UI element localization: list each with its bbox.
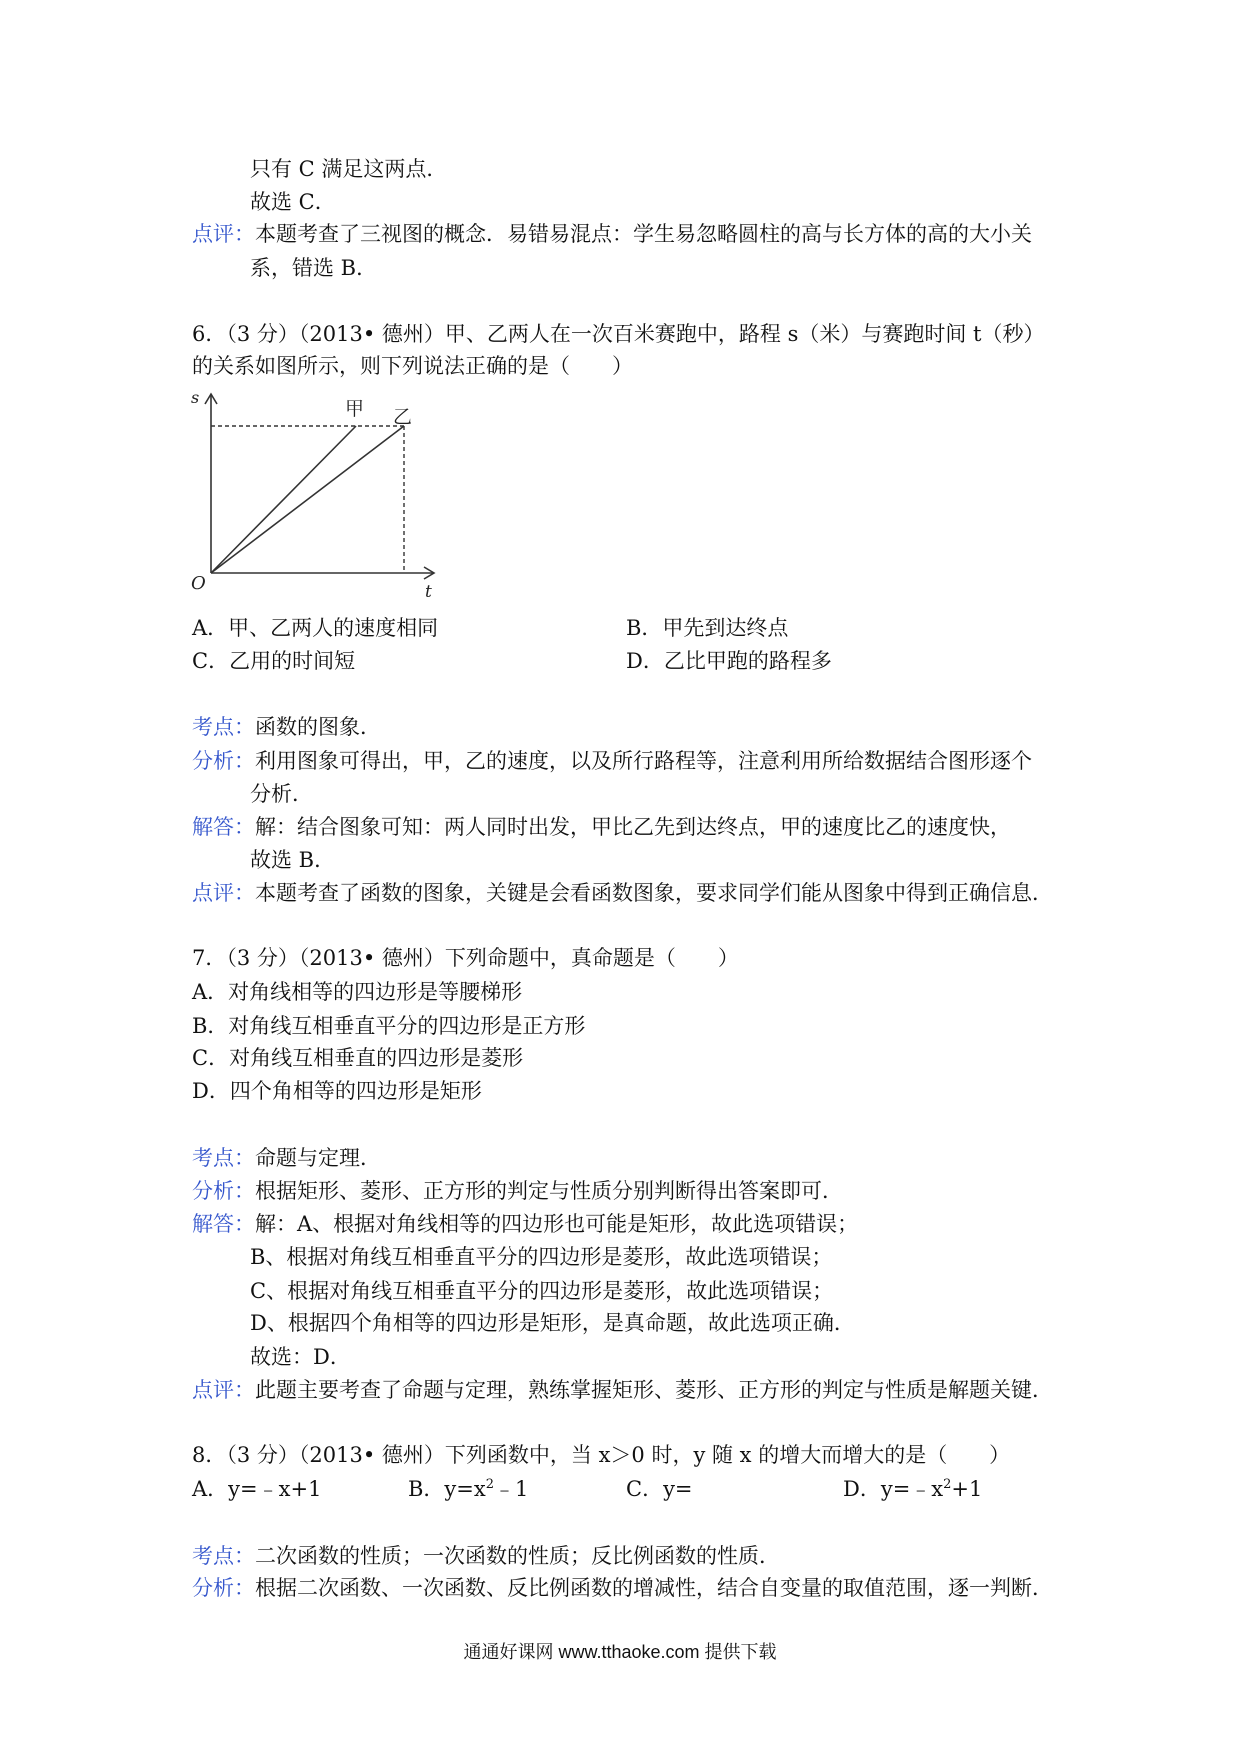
page-footer: 通通好课网 www.tthaoke.com 提供下载	[463, 1642, 777, 1662]
q8-kaodian	[192, 1543, 780, 1569]
fenxi-label: 分析：	[192, 1576, 255, 1600]
q7-option-a: A．对角线相等的四边形是等腰梯形	[192, 980, 523, 1004]
q8-option-d-exponent: 2	[943, 1477, 952, 1492]
fenxi-label: 分析：	[192, 749, 255, 773]
jieda-text: 解：结合图象可知：两人同时出发，甲比乙先到达终点，甲的速度比乙的速度快，	[255, 815, 1011, 839]
comment-label: 点评：	[192, 222, 255, 246]
dianping-label: 点评：	[192, 1378, 255, 1402]
yi-line	[211, 426, 404, 573]
q6-option-a: A．甲、乙两人的速度相同	[192, 616, 439, 640]
fenxi-label: 分析：	[192, 1179, 255, 1203]
kaodian-text: 命题与定理．	[255, 1146, 381, 1170]
q6-option-b: B．甲先到达终点	[626, 616, 789, 640]
yi-line-label: 乙	[393, 406, 413, 428]
jia-line-label: 甲	[345, 398, 365, 420]
q6-jieda	[192, 814, 1011, 840]
kaodian-text: 二次函数的性质；一次函数的性质；反比例函数的性质．	[255, 1544, 780, 1568]
dianping-label: 点评：	[192, 881, 255, 905]
fenxi-text: 根据二次函数、一次函数、反比例函数的增减性，结合自变量的取值范围，逐一判断．	[255, 1576, 1053, 1600]
q8-option-d	[843, 1476, 982, 1502]
prev-comment	[192, 221, 1032, 247]
q8-option-c: C．y=	[626, 1477, 693, 1501]
q8-stem: 8．（3 分）（2013• 德州）下列函数中，当 x＞0 时，y 随 x 的增大而增大的是（ ）	[192, 1443, 1011, 1467]
q6-option-c: C．乙用的时间短	[192, 649, 356, 673]
q6-kaodian	[192, 714, 381, 740]
jieda-text: 解：A、根据对角线相等的四边形也可能是矩形，故此选项错误；	[255, 1212, 859, 1236]
comment-text: 本题考查了三视图的概念．易错易混点：学生易忽略圆柱的高与长方体的高的大小关	[255, 222, 1032, 246]
jia-line	[211, 426, 356, 573]
jieda-label: 解答：	[192, 815, 255, 839]
prev-answer-line: 故选 C．	[250, 190, 336, 214]
q7-jieda-d: D、根据四个角相等的四边形是矩形，是真命题，故此选项正确．	[250, 1311, 855, 1335]
q7-jieda	[192, 1211, 858, 1237]
origin-label: O	[191, 573, 206, 594]
fenxi-text: 利用图象可得出，甲，乙的速度，以及所行路程等，注意利用所给数据结合图形逐个	[255, 749, 1032, 773]
q6-stem-line-2: 的关系如图所示，则下列说法正确的是（ ）	[192, 354, 633, 378]
y-axis-label: s	[191, 388, 200, 407]
q8-option-b-post: ﹣1	[494, 1477, 529, 1501]
q7-kaodian	[192, 1145, 381, 1171]
q7-option-b: B．对角线互相垂直平分的四边形是正方形	[192, 1014, 586, 1038]
q7-dianping	[192, 1377, 1053, 1403]
kaodian-label: 考点：	[192, 1544, 255, 1568]
q8-option-b	[408, 1476, 528, 1502]
prev-solution-line: 只有 C 满足这两点．	[250, 157, 448, 181]
dianping-text: 此题主要考查了命题与定理，熟练掌握矩形、菱形、正方形的判定与性质是解题关键．	[255, 1378, 1053, 1402]
q8-option-b-exponent: 2	[485, 1477, 495, 1492]
jieda-label: 解答：	[192, 1212, 255, 1236]
kaodian-label: 考点：	[192, 1146, 255, 1170]
q8-option-a: A．y=﹣x+1	[192, 1477, 322, 1501]
q8-option-d-pre: D．y=﹣x	[843, 1477, 944, 1501]
distance-time-graph	[185, 385, 445, 605]
x-axis-label: t	[425, 582, 432, 602]
q7-option-d: D．四个角相等的四边形是矩形	[192, 1079, 482, 1103]
q6-answer: 故选 B．	[250, 848, 336, 872]
q8-option-d-post: +1	[951, 1477, 983, 1501]
fenxi-text: 根据矩形、菱形、正方形的判定与性质分别判断得出答案即可．	[255, 1179, 843, 1203]
q6-option-d: D．乙比甲跑的路程多	[626, 649, 832, 673]
q6-dianping	[192, 880, 1053, 906]
prev-comment-continued: 系，错选 B．	[250, 256, 378, 280]
q7-answer: 故选：D．	[250, 1345, 351, 1369]
kaodian-text: 函数的图象．	[255, 715, 381, 739]
q7-option-c: C．对角线互相垂直的四边形是菱形	[192, 1046, 524, 1070]
q8-fenxi	[192, 1575, 1053, 1601]
q7-fenxi	[192, 1178, 843, 1204]
q7-jieda-c: C、根据对角线互相垂直平分的四边形是菱形，故此选项错误；	[250, 1279, 834, 1303]
kaodian-label: 考点：	[192, 715, 255, 739]
q8-option-b-pre: B．y=x	[408, 1477, 486, 1501]
q6-fenxi-continued: 分析．	[250, 782, 313, 806]
q6-stem-line-1: 6．（3 分）（2013• 德州）甲、乙两人在一次百米赛跑中，路程 s（米）与赛跑时间 t（秒）	[192, 322, 1045, 346]
dianping-text: 本题考查了函数的图象，关键是会看函数图象，要求同学们能从图象中得到正确信息．	[255, 881, 1053, 905]
q7-jieda-b: B、根据对角线互相垂直平分的四边形是菱形，故此选项错误；	[250, 1245, 833, 1269]
q7-stem: 7．（3 分）（2013• 德州）下列命题中，真命题是（ ）	[192, 946, 739, 970]
q6-fenxi	[192, 748, 1032, 774]
